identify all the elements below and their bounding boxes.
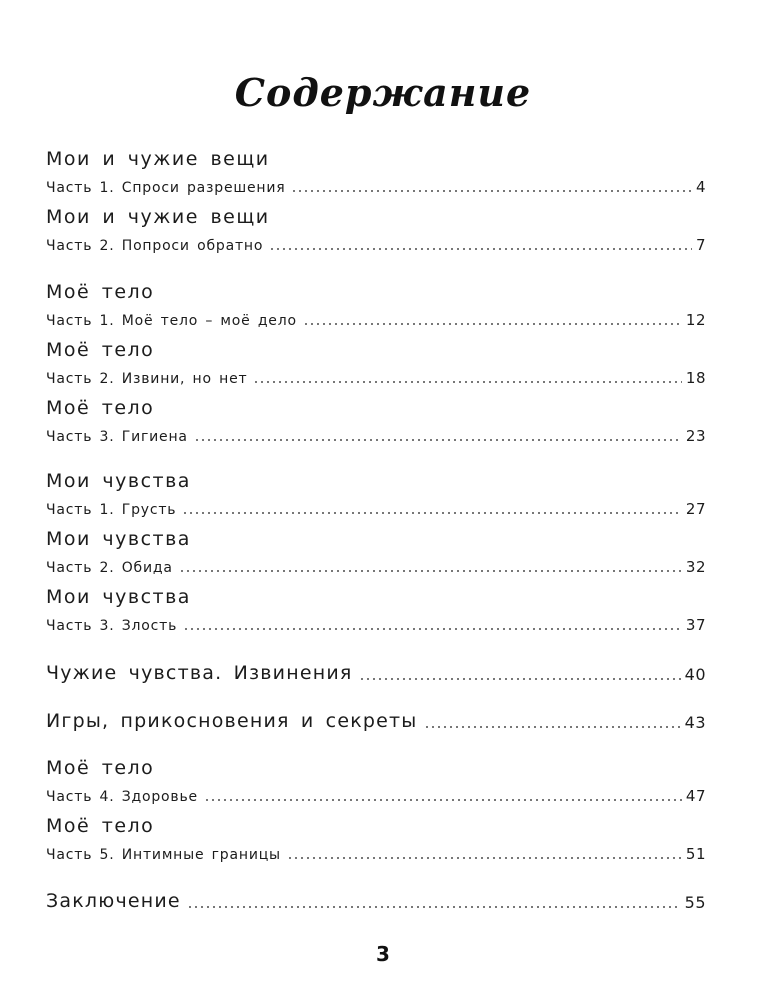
- toc-entry-label: Часть 5. Интимные границы: [46, 847, 281, 863]
- toc-entry-label: Часть 3. Злость: [46, 618, 178, 634]
- dot-leader: [291, 190, 691, 192]
- toc-section-heading: Моё тело: [46, 281, 155, 303]
- dot-leader: [187, 906, 681, 908]
- toc-entry-page: 27: [685, 500, 706, 518]
- toc-entry[interactable]: [46, 556, 706, 576]
- toc-entry-page: 7: [695, 236, 706, 254]
- toc-entry[interactable]: [46, 425, 706, 445]
- toc-entry-page: 4: [695, 178, 706, 196]
- toc-entry-page: 47: [685, 787, 706, 805]
- page-title: Содержание: [234, 70, 532, 115]
- toc-entry[interactable]: [46, 706, 706, 732]
- dot-leader: [269, 248, 692, 250]
- dot-leader: [182, 512, 682, 514]
- toc-entry-label: Часть 2. Попроси обратно: [46, 238, 264, 254]
- toc-entry[interactable]: [46, 886, 706, 912]
- dot-leader: [287, 857, 682, 859]
- toc-entry-page: 37: [685, 616, 706, 634]
- dot-leader: [359, 678, 681, 680]
- toc-entry-label: Чужие чувства. Извинения: [46, 662, 353, 684]
- toc-section-heading: Моё тело: [46, 757, 155, 779]
- toc-entry[interactable]: [46, 843, 706, 863]
- dot-leader: [183, 628, 682, 630]
- toc-section-heading: Мои и чужие вещи: [46, 148, 270, 170]
- toc-entry[interactable]: [46, 785, 706, 805]
- toc-entry-page: 51: [685, 845, 706, 863]
- toc-entry[interactable]: [46, 234, 706, 254]
- toc-entry[interactable]: [46, 309, 706, 329]
- toc-entry[interactable]: [46, 658, 706, 684]
- toc-entry-page: 23: [685, 427, 706, 445]
- page-number: 3: [376, 942, 390, 966]
- dot-leader: [204, 799, 682, 801]
- toc-section-heading: Моё тело: [46, 397, 155, 419]
- toc-entry-label: Часть 2. Обида: [46, 560, 173, 576]
- toc-section-heading: Мои и чужие вещи: [46, 206, 270, 228]
- toc-entry-label: Часть 3. Гигиена: [46, 429, 188, 445]
- toc-entry[interactable]: [46, 367, 706, 387]
- toc-entry-label: Часть 2. Извини, но нет: [46, 371, 248, 387]
- toc-entry[interactable]: [46, 614, 706, 634]
- toc-entry-label: Часть 1. Грусть: [46, 502, 177, 518]
- dot-leader: [179, 570, 682, 572]
- toc-entry-page: 43: [684, 713, 706, 732]
- toc-section-heading: Мои чувства: [46, 470, 191, 492]
- toc-entry[interactable]: [46, 498, 706, 518]
- dot-leader: [303, 323, 682, 325]
- toc-entry-page: 40: [684, 665, 706, 684]
- toc-entry-page: 12: [685, 311, 706, 329]
- toc-entry-label: Игры, прикосновения и секреты: [46, 710, 418, 732]
- toc-section-heading: Моё тело: [46, 339, 155, 361]
- toc-section-heading: Мои чувства: [46, 528, 191, 550]
- toc-entry-page: 32: [685, 558, 706, 576]
- dot-leader: [253, 381, 681, 383]
- toc-entry-label: Часть 1. Спроси разрешения: [46, 180, 286, 196]
- toc-entry[interactable]: [46, 176, 706, 196]
- dot-leader: [194, 439, 682, 441]
- toc-entry-page: 55: [684, 893, 706, 912]
- toc-section-heading: Мои чувства: [46, 586, 191, 608]
- toc-entry-label: Заключение: [46, 890, 181, 912]
- toc-section-heading: Моё тело: [46, 815, 155, 837]
- toc-entry-page: 18: [685, 369, 706, 387]
- toc-entry-label: Часть 4. Здоровье: [46, 789, 198, 805]
- toc-entry-label: Часть 1. Моё тело – моё дело: [46, 313, 297, 329]
- dot-leader: [424, 726, 681, 728]
